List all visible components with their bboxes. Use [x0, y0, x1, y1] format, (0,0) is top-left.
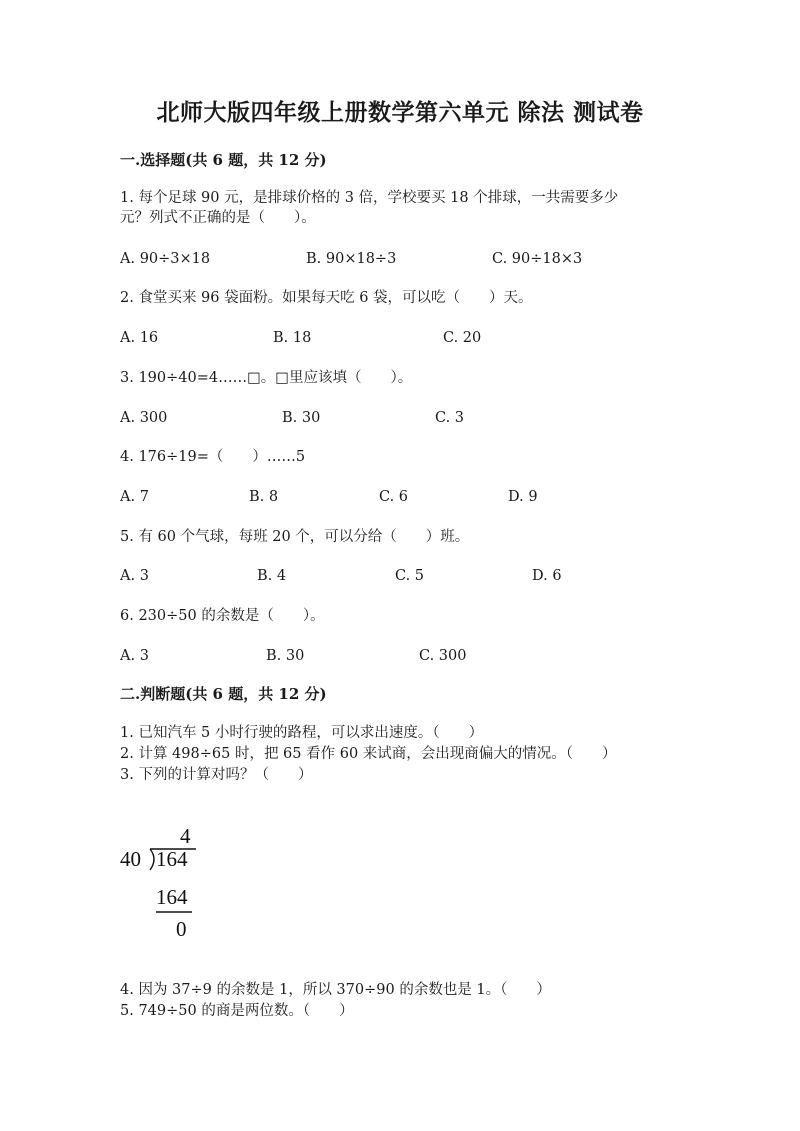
judge-question-4: 4. 因为 37÷9 的余数是 1，所以 370÷90 的余数也是 1。（ ） [120, 982, 551, 998]
judge-question-1: 1. 已知汽车 5 小时行驶的路程，可以求出速度。（ ） [120, 725, 484, 741]
division-bracket [150, 849, 154, 870]
question-2-option-a[interactable]: A. 16 [120, 330, 159, 346]
question-6-text: 6. 230÷50 的余数是（ ）。 [120, 608, 325, 624]
question-6-option-c[interactable]: C. 300 [419, 648, 467, 664]
question-1-line-1: 1. 每个足球 90 元，是排球价格的 3 倍，学校要买 18 个排球，一共需要多少 [120, 190, 619, 206]
division-divisor: 40 [120, 847, 141, 871]
question-6-option-b[interactable]: B. 30 [266, 648, 305, 664]
question-2-text: 2. 食堂买来 96 袋面粉。如果每天吃 6 袋，可以吃（ ）天。 [120, 290, 533, 306]
question-4-text: 4. 176÷19=（ ）……5 [120, 449, 306, 465]
question-1-option-a[interactable]: A. 90÷3×18 [120, 251, 211, 267]
question-1-option-c[interactable]: C. 90÷18×3 [492, 251, 583, 267]
question-1-line-2: 元？列式不正确的是（ ）。 [120, 210, 316, 226]
question-2-option-b[interactable]: B. 18 [273, 330, 312, 346]
question-3-option-b[interactable]: B. 30 [282, 410, 321, 426]
section-1-heading: 一.选择题(共 6 题，共 12 分) [120, 151, 327, 169]
judge-question-5: 5. 749÷50 的商是两位数。（ ） [120, 1003, 354, 1019]
question-2-option-c[interactable]: C. 20 [443, 330, 482, 346]
question-1-option-b[interactable]: B. 90×18÷3 [306, 251, 397, 267]
question-3-text: 3. 190÷40=4……□。□里应该填（ ）。 [120, 370, 413, 386]
question-4-option-a[interactable]: A. 7 [120, 489, 149, 505]
division-remainder: 0 [176, 917, 187, 941]
page-title: 北师大版四年级上册数学第六单元 除法 测试卷 [156, 99, 644, 126]
question-5-option-c[interactable]: C. 5 [395, 568, 425, 584]
question-5-option-b[interactable]: B. 4 [257, 568, 287, 584]
question-5-text: 5. 有 60 个气球，每班 20 个，可以分给（ ）班。 [120, 529, 470, 545]
judge-question-2: 2. 计算 498÷65 时，把 65 看作 60 来试商，会出现商偏大的情况。（ ） [120, 746, 617, 762]
question-4-option-b[interactable]: B. 8 [249, 489, 279, 505]
question-4-option-d[interactable]: D. 9 [508, 489, 538, 505]
division-product: 164 [156, 885, 188, 909]
long-division-figure [112, 818, 222, 948]
question-3-option-c[interactable]: C. 3 [435, 410, 465, 426]
division-dividend: 164 [156, 847, 188, 871]
judge-question-3: 3. 下列的计算对吗？（ ） [120, 767, 313, 783]
section-2-heading: 二.判断题(共 6 题，共 12 分) [120, 685, 327, 703]
question-5-option-a[interactable]: A. 3 [120, 568, 149, 584]
question-3-option-a[interactable]: A. 300 [120, 410, 168, 426]
division-quotient: 4 [180, 824, 191, 848]
question-6-option-a[interactable]: A. 3 [120, 648, 149, 664]
question-5-option-d[interactable]: D. 6 [532, 568, 562, 584]
question-4-option-c[interactable]: C. 6 [379, 489, 409, 505]
